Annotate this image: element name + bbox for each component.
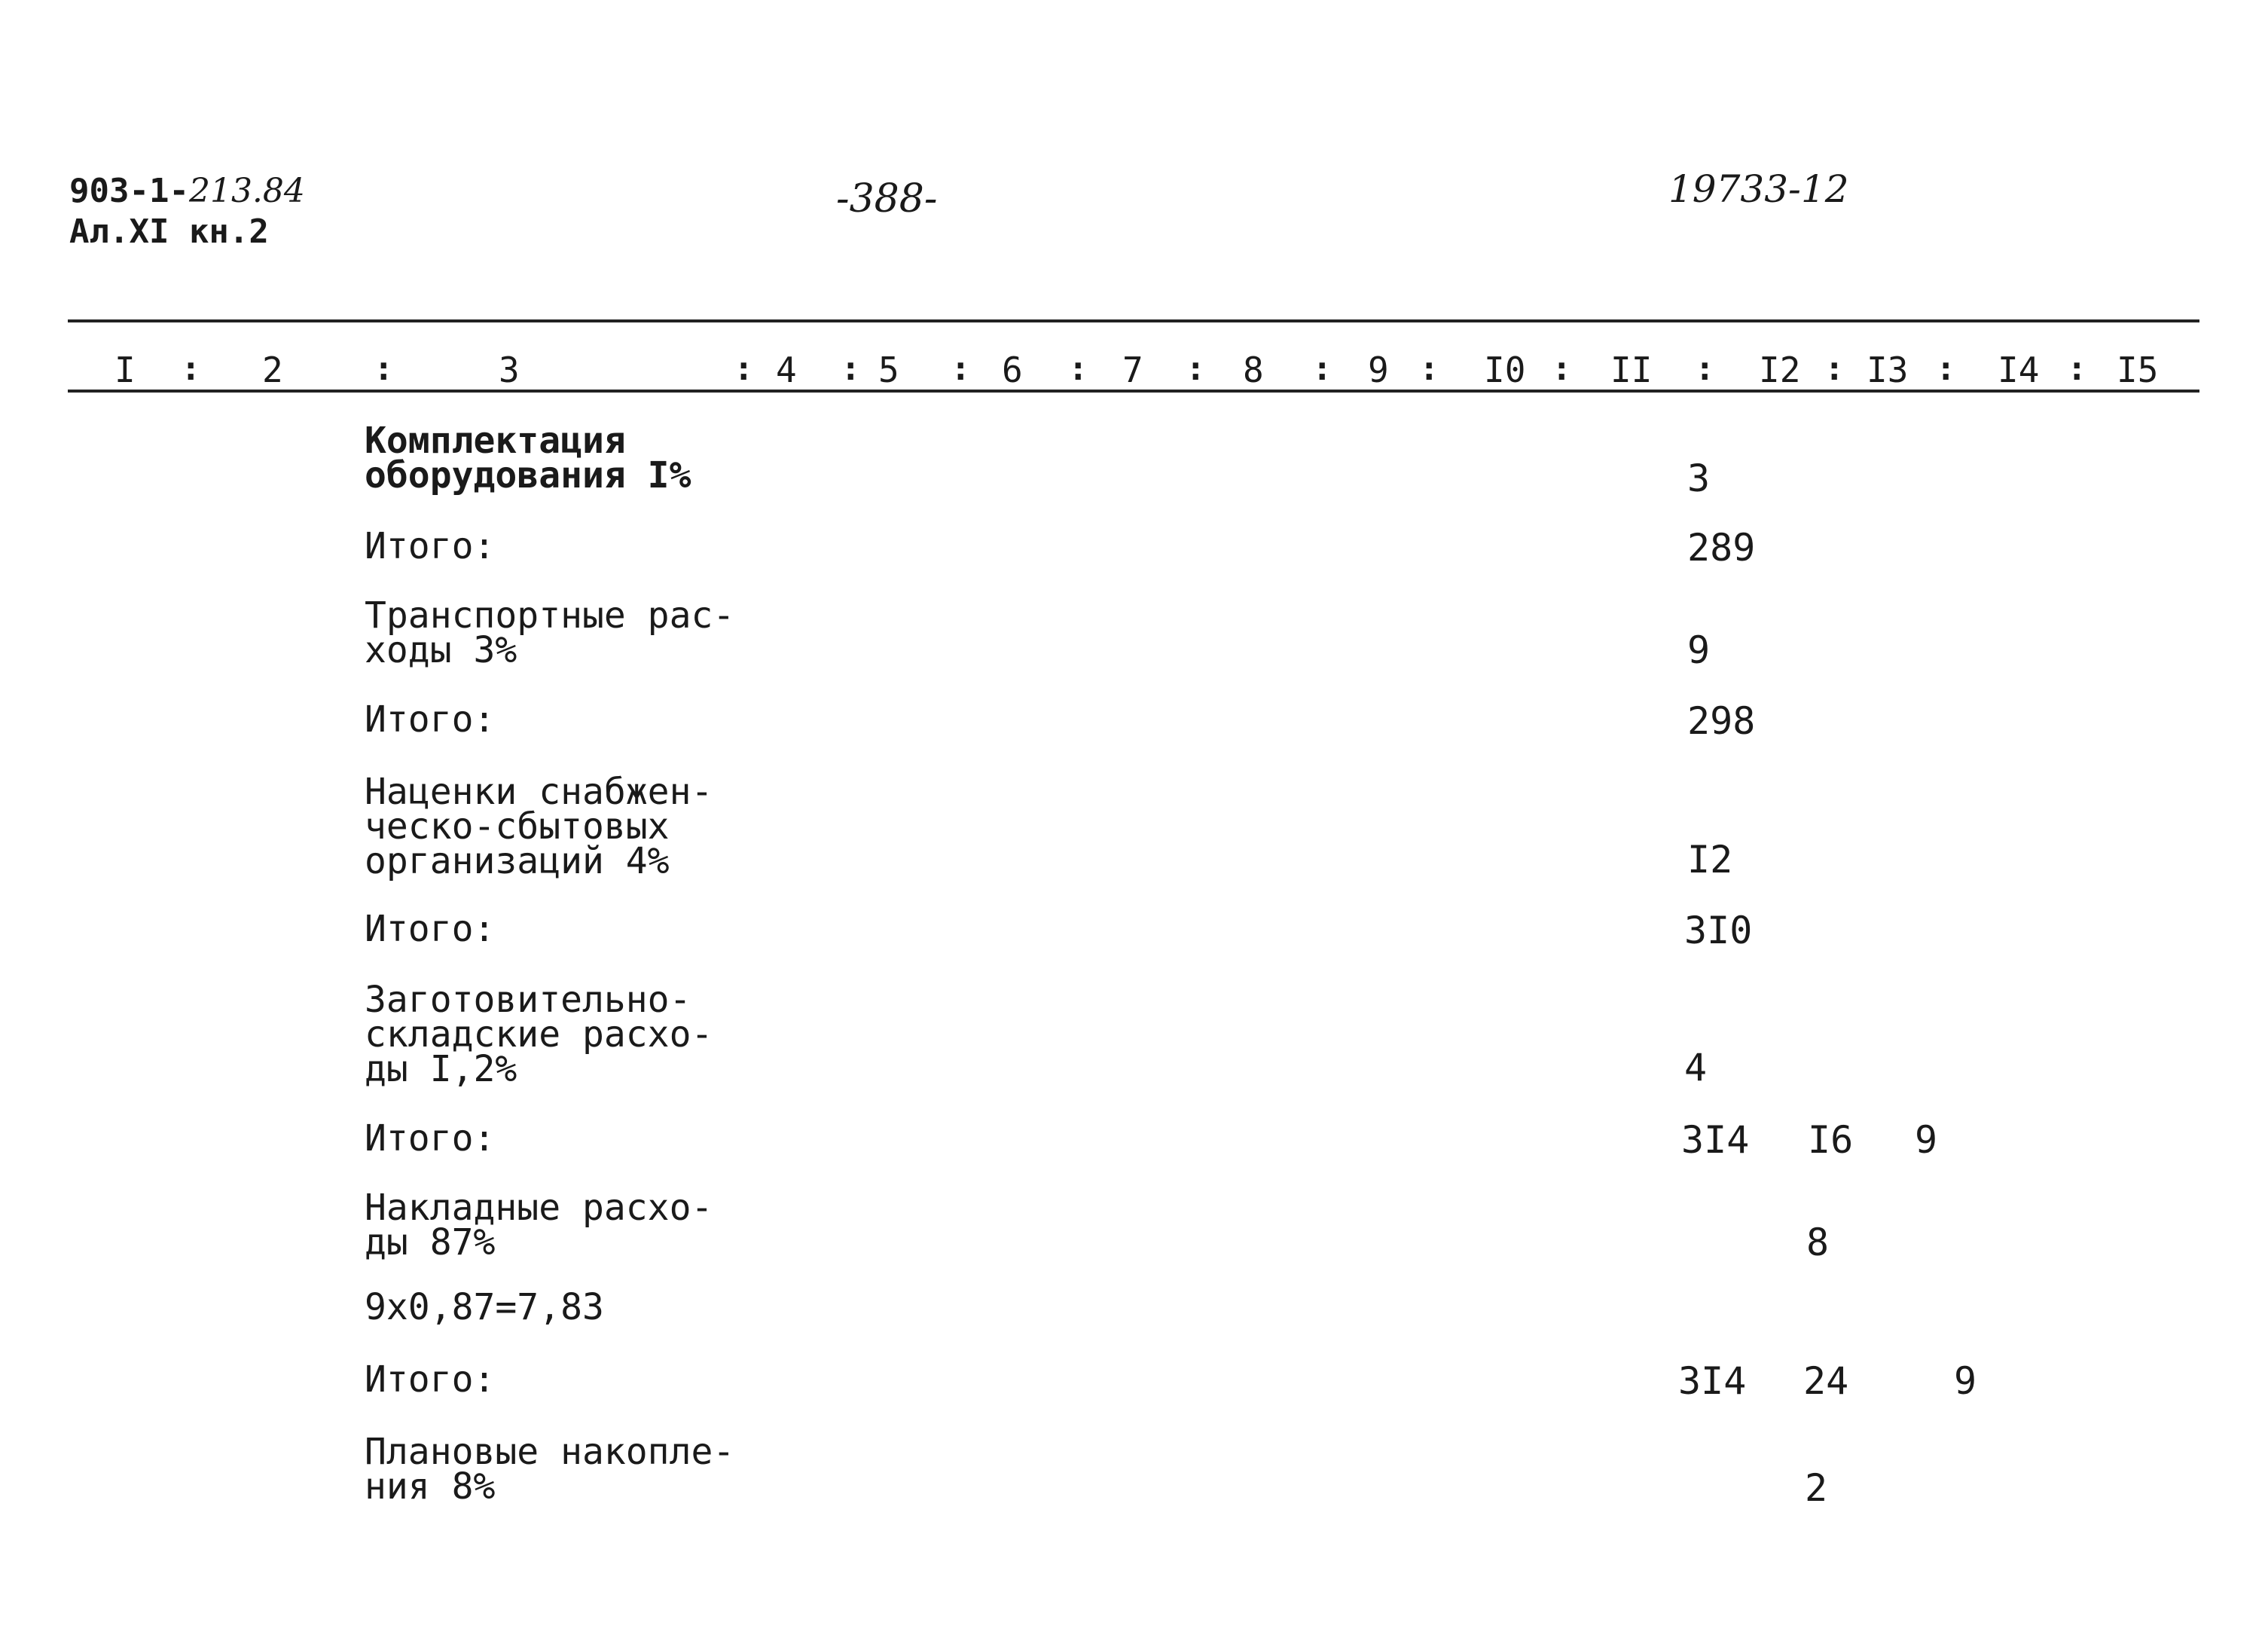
row-description-line: Наценки снабжен- <box>365 771 713 813</box>
column-header-8: 8 <box>1243 350 1264 390</box>
column-separator: : <box>181 350 201 388</box>
column-header-4: 4 <box>776 350 797 390</box>
row-description <box>365 525 786 567</box>
column-header-11: II <box>1610 350 1653 390</box>
column-header-9: 9 <box>1368 350 1389 390</box>
column-separator: : <box>1068 350 1088 388</box>
page-number: -388- <box>836 176 938 222</box>
column-separator: : <box>1936 350 1956 388</box>
column-header-1: I <box>114 350 136 390</box>
column-header-7: 7 <box>1122 350 1143 390</box>
row-description <box>365 698 786 741</box>
document-code-handwritten: 213.84 <box>188 172 305 210</box>
column-separator: : <box>1419 350 1439 388</box>
document-code <box>69 172 305 210</box>
row-description-line: оборудования I% <box>365 454 691 497</box>
row-description-line: Итого: <box>365 1117 496 1160</box>
album-label: Ал.XI кн.2 <box>69 212 269 251</box>
row-value-col12: 3I4 <box>1681 1118 1750 1162</box>
row-description-line: ческо-сбытовых <box>365 805 670 848</box>
document-code-printed: 903-1- <box>69 172 189 210</box>
column-separator: : <box>374 350 394 388</box>
column-separator: : <box>734 350 754 388</box>
row-description-line: ды 87% <box>365 1221 496 1264</box>
column-header-12: I2 <box>1759 350 1801 390</box>
row-description <box>365 594 786 671</box>
row-description <box>365 771 786 882</box>
row-description <box>365 979 786 1090</box>
column-header-2: 2 <box>262 350 283 390</box>
row-description-line: организаций 4% <box>365 840 670 882</box>
row-value-col12: I2 <box>1687 838 1733 882</box>
row-value-col12: 3I0 <box>1684 909 1753 952</box>
table-top-rule <box>68 319 2199 322</box>
row-description-line: 9х0,87=7,83 <box>365 1286 604 1328</box>
row-value-col12: 289 <box>1687 526 1756 570</box>
column-separator: : <box>1312 350 1332 388</box>
row-description <box>365 1117 786 1160</box>
column-separator: : <box>841 350 861 388</box>
row-description-line: Итого: <box>365 698 496 741</box>
column-header-15: I5 <box>2117 350 2159 390</box>
column-separator: : <box>2067 350 2087 388</box>
row-description <box>365 420 786 497</box>
row-description <box>365 1431 786 1508</box>
row-description-line: Транспортные рас- <box>365 594 735 637</box>
row-description-line: ды I,2% <box>365 1048 517 1090</box>
row-value-col13: I6 <box>1808 1118 1854 1162</box>
column-separator: : <box>951 350 971 388</box>
row-value-col12: 3 <box>1687 457 1711 500</box>
column-header-14: I4 <box>1998 350 2040 390</box>
row-description <box>365 908 786 950</box>
row-description-line: Итого: <box>365 908 496 950</box>
row-description-line: Итого: <box>365 525 496 567</box>
row-description-line: Комплектация <box>365 420 626 462</box>
column-header-10: I0 <box>1484 350 1526 390</box>
column-header-6: 6 <box>1002 350 1023 390</box>
column-separator: : <box>1552 350 1572 388</box>
row-description <box>365 1286 786 1328</box>
row-value-col12: 298 <box>1687 699 1756 743</box>
row-description-line: Накладные расхо- <box>365 1187 713 1229</box>
column-separator: : <box>1695 350 1715 388</box>
column-separator: : <box>1186 350 1206 388</box>
row-description <box>365 1187 786 1264</box>
registration-number: 19733-12 <box>1668 167 1849 211</box>
row-value-col13: 24 <box>1803 1359 1849 1403</box>
row-value-col13: 8 <box>1806 1221 1830 1264</box>
row-value-col12: 4 <box>1684 1046 1708 1089</box>
column-header-3: 3 <box>499 350 520 390</box>
row-value-col14: 9 <box>1915 1118 1938 1162</box>
row-value-col12: 9 <box>1687 628 1711 672</box>
row-description-line: складские расхо- <box>365 1013 713 1056</box>
row-value-col12: 3I4 <box>1678 1359 1747 1403</box>
column-header-5: 5 <box>878 350 899 390</box>
row-description-line: Итого: <box>365 1358 496 1401</box>
row-description-line: ходы 3% <box>365 629 517 671</box>
column-separator: : <box>1824 350 1845 388</box>
row-description <box>365 1358 786 1401</box>
row-description-line: Заготовительно- <box>365 979 691 1021</box>
row-value-col13: 2 <box>1805 1466 1828 1510</box>
row-description-line: Плановые накопле- <box>365 1431 735 1473</box>
column-header-13: I3 <box>1867 350 1909 390</box>
row-description-line: ния 8% <box>365 1465 496 1508</box>
row-value-col14: 9 <box>1954 1359 1977 1403</box>
